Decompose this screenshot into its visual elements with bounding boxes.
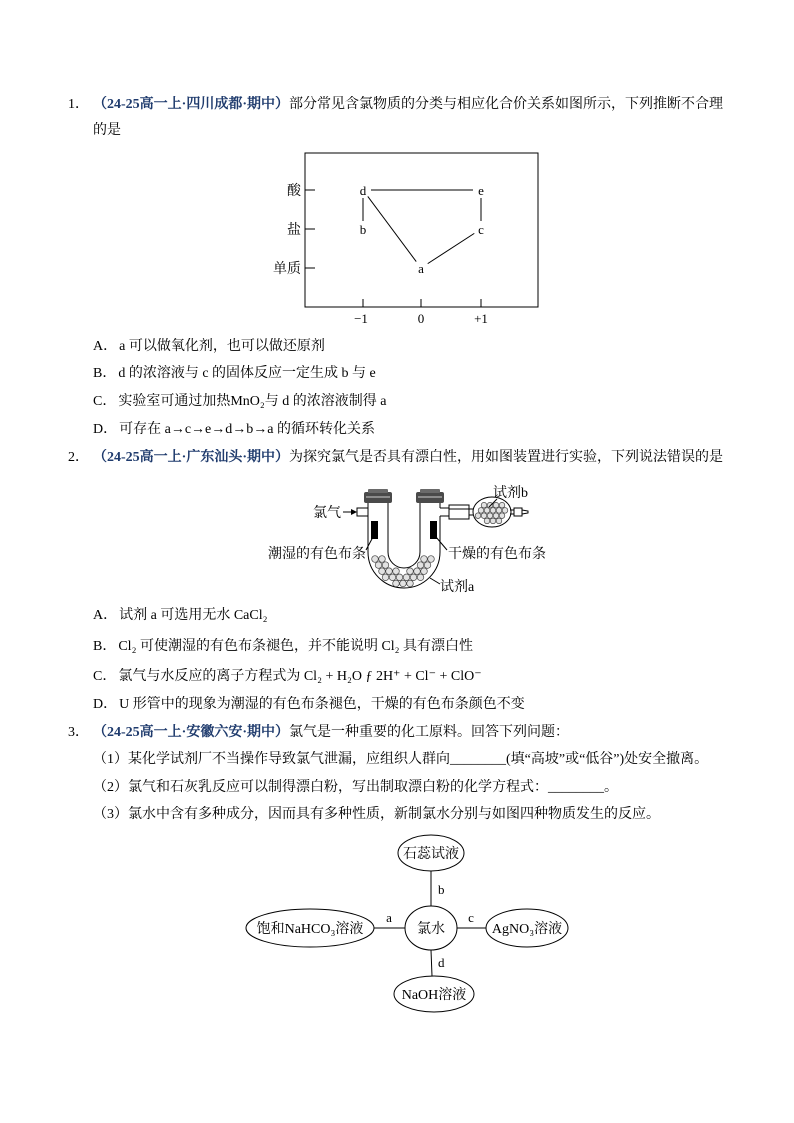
chlorine-label: 氯气 <box>313 506 341 521</box>
option-text: 试剂 a 可选用无水 CaCl₂ <box>119 608 268 623</box>
reagent-b-label: 试剂b <box>493 486 528 501</box>
gas-inlet-tube <box>357 508 368 516</box>
wet-strip-leader <box>366 537 373 550</box>
q2-u-tube-apparatus <box>250 478 550 598</box>
granule <box>490 508 496 514</box>
granule <box>403 574 410 581</box>
q3-part-1: （1）某化学试剂厂不当操作导致氯气泄漏，应组织人群向________(填“高坡”或“低谷”)处安全撤离。 <box>93 752 709 767</box>
right-stopper-cap <box>420 489 440 493</box>
node-litmus-label: 石蕊试液 <box>403 847 459 862</box>
q1-diagram-links <box>363 190 481 264</box>
granule <box>400 580 407 587</box>
granule <box>496 508 502 514</box>
link-d-label: d <box>438 955 445 970</box>
q1-point-d: d <box>359 183 367 198</box>
q1-option-d <box>93 421 764 439</box>
granule <box>410 574 417 581</box>
q1-x-label-minus-1: −1 <box>354 311 368 326</box>
granule <box>372 556 379 563</box>
dry-strip-leader <box>436 537 447 550</box>
q2-source-tag: （24-25高一上·广东汕头·期中） <box>93 450 289 465</box>
q3-stem-text: 氯气是一种重要的化工原料。回答下列问题： <box>289 725 569 740</box>
q3-part-2: （2）氯气和石灰乳反应可以制得漂白粉，写出制取漂白粉的化学方程式：________。 <box>93 780 618 795</box>
link-a-label: a <box>386 910 392 925</box>
u-tube-inner-wall <box>388 502 420 568</box>
link-b-label: b <box>438 882 445 897</box>
q1-option-b <box>93 365 764 383</box>
left-stopper-cap <box>368 489 388 493</box>
granule <box>396 574 403 581</box>
q2-stem <box>93 449 764 467</box>
q1-point-b: b <box>359 222 367 237</box>
granule <box>499 513 505 519</box>
option-text: 实验室可通过加热MnO₂与 d 的浓溶液制得 a <box>118 394 387 409</box>
granule <box>407 568 414 575</box>
granule <box>475 513 481 519</box>
dry-cloth-strip <box>430 521 437 539</box>
option-text: a 可以做氧化剂，也可以做还原剂 <box>119 339 325 354</box>
link-c-label: c <box>468 910 474 925</box>
granule <box>375 562 382 569</box>
q1-x-label-0: 0 <box>417 311 425 326</box>
option-text: 可存在 a→c→e→d→b→a 的循环转化关系 <box>119 422 375 437</box>
granule <box>382 562 389 569</box>
option-key: C． <box>93 394 117 409</box>
option-text: d 的浓溶液与 c 的固体反应一定生成 b 与 e <box>118 366 376 381</box>
q1-stem-text: 部分常见含氯物质的分类与相应化合价关系如图所示，下列推断不合理 <box>289 97 723 112</box>
granule <box>493 502 499 508</box>
q3-part-3: （3）氯水中含有多种成分，因而具有多种性质，新制氯水分别与如图四种物质发生的反应。 <box>93 807 660 822</box>
granule <box>484 518 490 524</box>
granule <box>389 574 396 581</box>
rubber-connector <box>449 505 469 519</box>
dry-strip-label: 干燥的有色布条 <box>448 547 546 562</box>
granule <box>502 508 508 514</box>
granule <box>424 562 431 569</box>
q2-option-b <box>93 638 764 656</box>
granule <box>487 502 493 508</box>
q1-link-d-a <box>368 196 416 261</box>
q2-option-c <box>93 668 764 686</box>
q2-option-d <box>93 696 764 714</box>
reagent-a-leader <box>430 578 440 584</box>
reagent-a-granules <box>372 556 435 587</box>
granule <box>493 513 499 519</box>
granule <box>417 562 424 569</box>
q1-option-a <box>93 338 764 356</box>
q1-point-c: c <box>478 222 484 237</box>
granule <box>481 513 487 519</box>
q2-option-a <box>93 607 764 625</box>
node-naoh-label: NaOH溶液 <box>401 988 467 1003</box>
reagent-a-label: 试剂a <box>440 580 475 595</box>
option-text: U 形管中的现象为潮湿的有色布条褪色，干燥的有色布条颜色不变 <box>119 697 525 712</box>
drying-tube-nozzle <box>522 510 528 514</box>
granule <box>407 580 414 587</box>
q3-source-tag: （24-25高一上·安徽六安·期中） <box>93 725 289 740</box>
granule <box>428 556 435 563</box>
granule <box>481 502 487 508</box>
granule <box>393 580 400 587</box>
granule <box>496 518 502 524</box>
link-d <box>431 950 432 976</box>
q1-point-e: e <box>478 183 484 198</box>
q1-point-a: a <box>418 261 424 276</box>
node-agno3-label: AgNO₃溶液 <box>491 922 563 937</box>
granule <box>379 568 386 575</box>
node-chlorine-water-label: 氯水 <box>417 922 445 937</box>
granule <box>421 556 428 563</box>
q1-stem-line-1 <box>93 96 764 114</box>
q2-number: 2． <box>68 450 89 465</box>
q1-valence-class-diagram <box>270 148 550 330</box>
granule <box>421 568 428 575</box>
granule <box>379 556 386 563</box>
drying-tube-plug <box>514 508 522 516</box>
q1-y-label-acid: 酸 <box>287 184 301 199</box>
option-key: A． <box>93 608 118 623</box>
wet-strip-label: 潮湿的有色布条 <box>268 547 366 562</box>
granule <box>382 574 389 581</box>
q1-link-c-a <box>428 233 475 263</box>
granule <box>414 568 421 575</box>
q2-stem-text: 为探究氯气是否具有漂白性，用如图装置进行实验，下列说法错误的是 <box>289 450 723 465</box>
option-text: 氯气与水反应的离子方程式为 Cl₂ + H₂O ƒ 2H⁺ + Cl⁻ + ClO⁻ <box>118 669 482 684</box>
granule <box>490 518 496 524</box>
q3-chlorine-water-diagram <box>240 832 580 1017</box>
option-key: D． <box>93 697 118 712</box>
q3-stem <box>93 724 764 742</box>
option-key: D． <box>93 422 118 437</box>
q1-y-label-salt: 盐 <box>287 223 301 238</box>
q1-source-tag: （24-25高一上·四川成都·期中） <box>93 97 289 112</box>
option-key: C． <box>93 669 117 684</box>
granule <box>487 513 493 519</box>
q1-diagram-frame <box>305 153 538 307</box>
option-key: B． <box>93 366 117 381</box>
q3-number: 3． <box>68 725 89 740</box>
granule <box>484 508 490 514</box>
granule <box>386 568 393 575</box>
q1-number: 1． <box>68 97 89 112</box>
granule <box>478 508 484 514</box>
node-nahco3-label: 饱和NaHCO₃溶液 <box>256 922 364 937</box>
option-text: Cl₂ 可使潮湿的有色布条褪色，并不能说明 Cl₂ 具有漂白性 <box>118 639 474 654</box>
gas-inlet-arrowhead <box>351 509 357 515</box>
option-key: B． <box>93 639 117 654</box>
granule <box>499 502 505 508</box>
granule <box>393 568 400 575</box>
q1-x-label-plus-1: +1 <box>474 311 488 326</box>
q1-option-c <box>93 393 764 411</box>
wet-cloth-strip <box>371 521 378 539</box>
granule <box>417 574 424 581</box>
q1-stem-line-2: 的是 <box>93 123 121 138</box>
option-key: A． <box>93 339 118 354</box>
q1-y-label-element: 单质 <box>273 262 301 277</box>
